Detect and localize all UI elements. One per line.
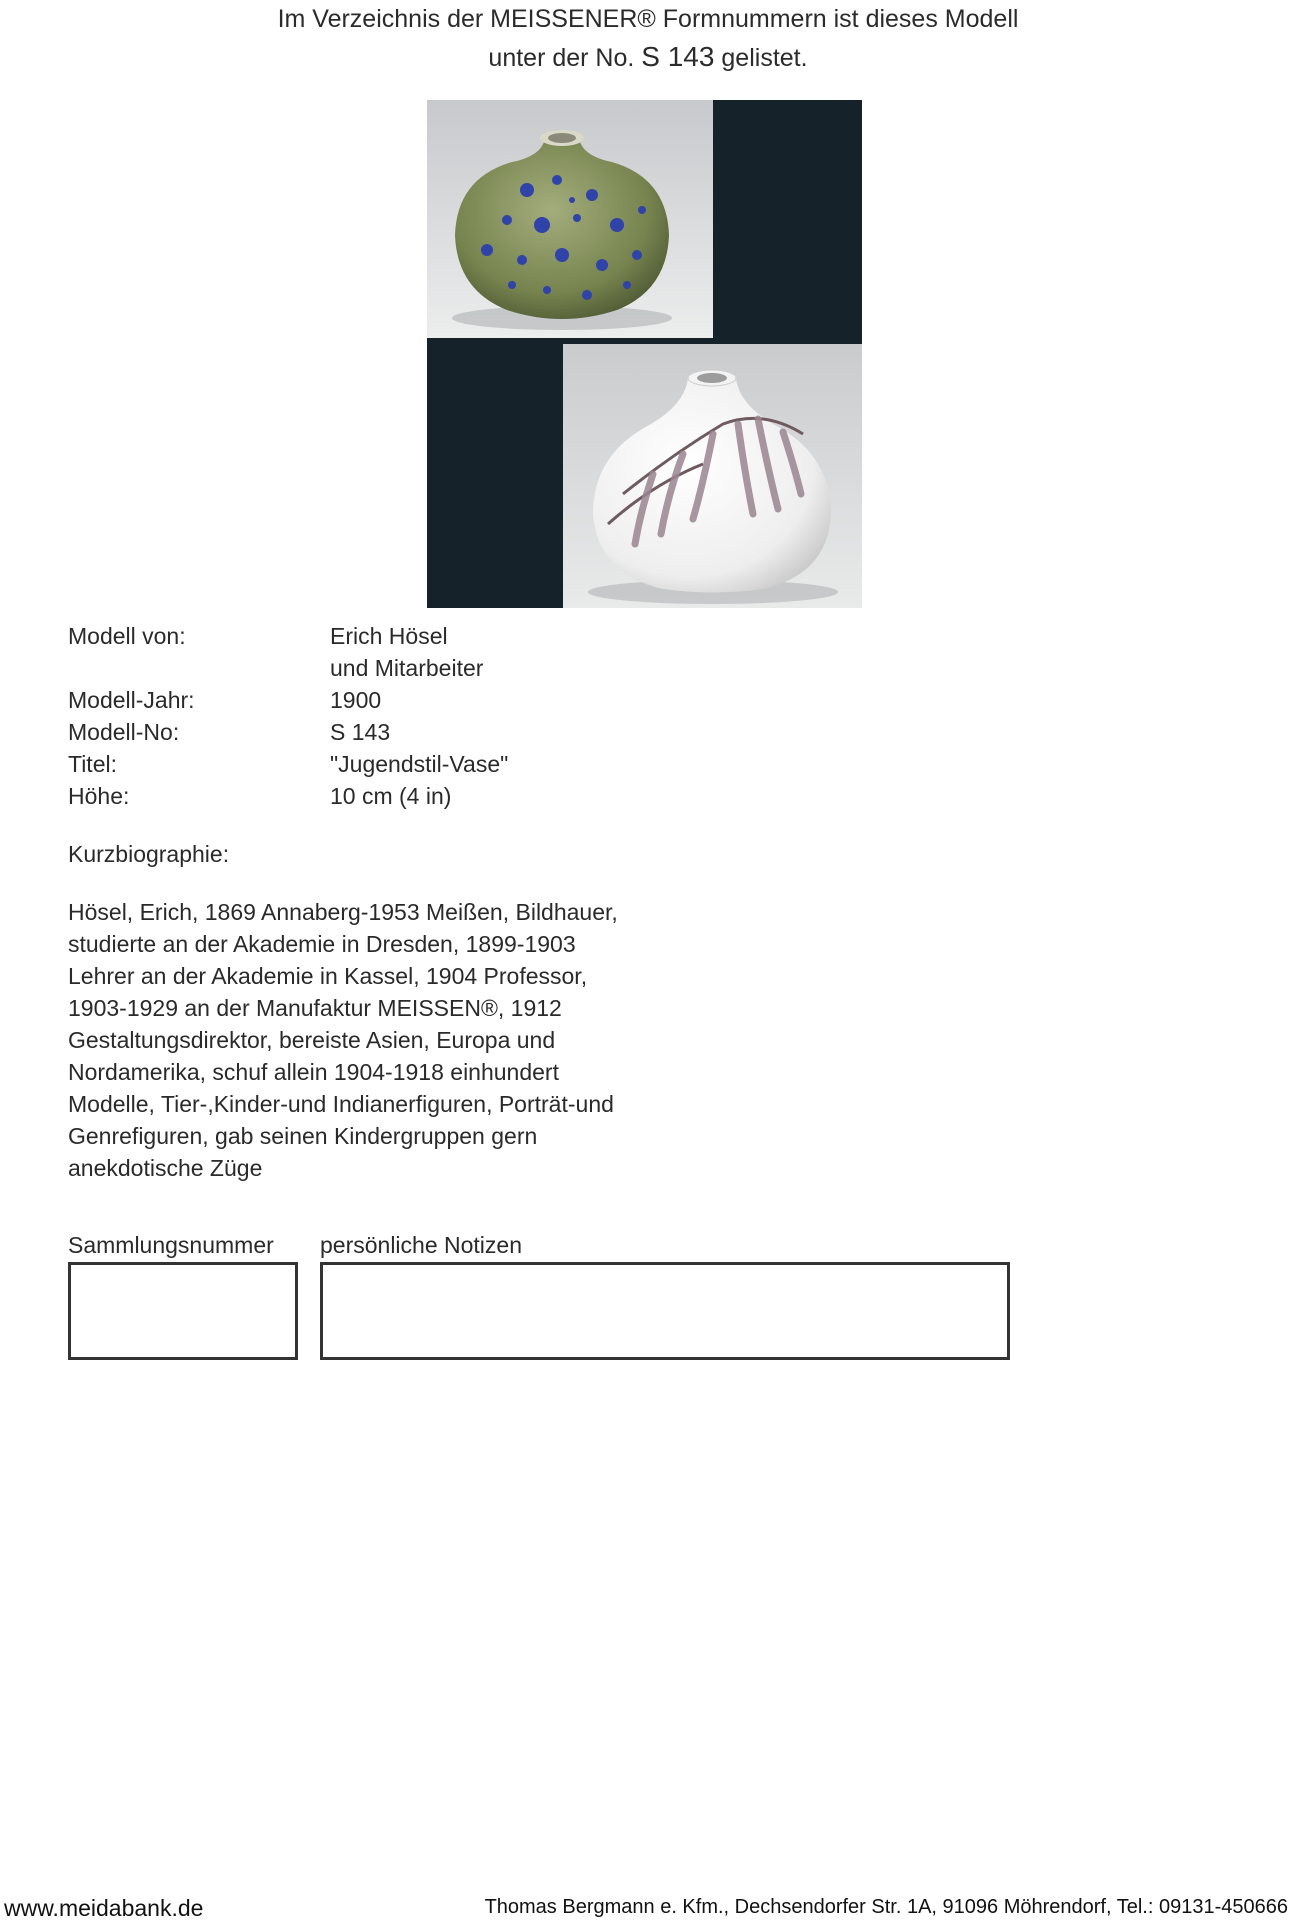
biography-line: 1903-1929 an der Manufaktur MEISSEN®, 1912 [68, 995, 562, 1021]
detail-row-jahr [68, 684, 768, 716]
biography-line: Genrefiguren, gab seinen Kindergruppen gern [68, 1123, 538, 1149]
header-prefix: unter der No. [488, 44, 642, 72]
modell-von-value-2: und Mitarbeiter [330, 655, 484, 681]
sammlungsnummer-label: Sammlungsnummer [68, 1232, 274, 1258]
header-line-1: Im Verzeichnis der MEISSENER® Formnummern ist dieses Modell [277, 5, 1019, 33]
photo-collage [427, 100, 862, 608]
biography-line: Lehrer an der Akademie in Kassel, 1904 Professor, [68, 963, 588, 989]
titel-label: Titel: [68, 751, 117, 777]
footer-imprint: Thomas Bergmann e. Kfm., Dechsendorfer Str. 1A, 91096 Möhrendorf, Tel.: 09131-450666 [484, 1896, 1288, 1918]
biography-line: Modelle, Tier-,Kinder-und Indianerfiguren, Porträt-und [68, 1091, 614, 1117]
footer-website-link[interactable]: www.meidabank.de [4, 1895, 204, 1921]
detail-row-titel [68, 748, 768, 780]
biography-line: anekdotische Züge [68, 1155, 263, 1181]
modell-no-value: S 143 [330, 719, 391, 745]
detail-row-hoehe [68, 780, 768, 812]
detail-row-no [68, 716, 768, 748]
biography-line: studierte an der Akademie in Dresden, 1899-1903 [68, 931, 576, 957]
modell-jahr-label: Modell-Jahr: [68, 687, 195, 713]
biography-line: Hösel, Erich, 1869 Annaberg-1953 Meißen, Bildhauer, [68, 899, 618, 925]
notizen-label: persönliche Notizen [320, 1232, 523, 1258]
model-details [68, 620, 768, 812]
sammlungsnummer-field[interactable] [68, 1262, 298, 1360]
hoehe-value: 10 cm (4 in) [330, 783, 452, 809]
detail-row-modell-von [68, 620, 768, 652]
notizen-field[interactable] [320, 1262, 1010, 1360]
titel-value: "Jugendstil-Vase" [330, 751, 509, 777]
vase-photo-crystal-glaze [427, 100, 713, 338]
biography-heading: Kurzbiographie: [68, 841, 230, 867]
modell-von-label: Modell von: [68, 623, 186, 649]
biography-line: Gestaltungsdirektor, bereiste Asien, Europa und [68, 1027, 556, 1053]
biography-line: Nordamerika, schuf allein 1904-1918 einhundert [68, 1059, 559, 1085]
modell-jahr-value: 1900 [330, 687, 382, 713]
modell-no-label: Modell-No: [68, 719, 180, 745]
detail-row-modell-von-2 [68, 652, 768, 684]
vase-photo-white-branches [563, 344, 862, 608]
modell-von-value: Erich Hösel [330, 623, 448, 649]
header-suffix: gelistet. [714, 44, 808, 72]
hoehe-label: Höhe: [68, 783, 130, 809]
model-number-highlight: S 143 [641, 41, 715, 72]
header-line-2 [0, 38, 1296, 77]
biography-text [68, 896, 668, 1184]
